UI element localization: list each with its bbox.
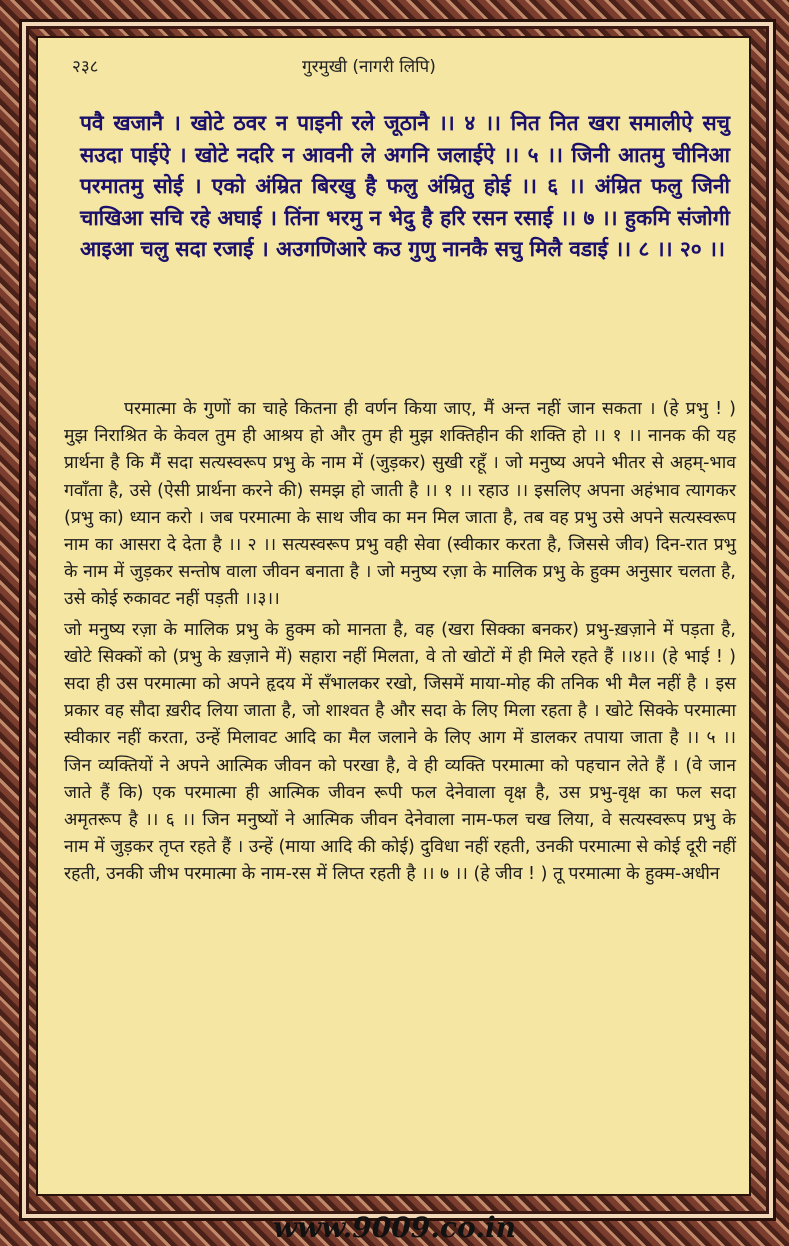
page-number: २३८ xyxy=(72,57,99,77)
translation-paragraph-2: जो मनुष्य रज़ा के मालिक प्रभु के हुक्म को मानता है, वह (खरा सिक्का बनकर) प्रभु-ख़ज़ाने में पड़ता है, खोटे सिक्कों को (प्रभु के ख़ज़ाने में) सहारा नहीं मिलता, वे तो खोटों में ही मिले रहते हैं ।।४।। (हे भाई ! ) सदा ही उस परमात्मा को अपने हृदय में सँभालकर रखो, जिसमें माया-मोह की तनिक भी मैल नहीं है । इस प्रकार वह सौदा ख़रीद लिया जाता है, जो शाश्वत है और सदा के लिए मिला रहता है । खोटे सिक्के परमात्मा स्वीकार नहीं करता, उन्हें मिलावट आदि का मैल जलाने के लिए आग में डालकर तपाया जाता है ।। ५ ।। जिन व्यक्तियों ने अपने आत्मिक जीवन को परखा है, वे ही व्यक्ति परमात्मा को पहचान लेते हैं । (वे जान जाते हैं कि) एक परमात्मा ही आत्मिक जीवन रूपी फल देनेवाला वृक्ष है, उस प्रभु-वृक्ष का फल सदा अमृतरूप है ।। ६ ।। जिन मनुष्यों ने आत्मिक जीवन देनेवाला नाम-फल चख लिया, वे सत्यस्वरूप प्रभु के नाम में जुड़कर तृप्त रहते हैं । उन्हें (माया आदि की कोई) दुविधा नहीं रहती, उनकी परमात्मा से कोई दूरी नहीं रहती, उनकी जीभ परमात्मा के नाम-रस में लिप्त रहती है ।। ७ ।। (हे जीव ! ) तू परमात्मा के हुक्म-अधीन xyxy=(64,619,736,885)
page-title: गुरमुखी (नागरी लिपि) xyxy=(302,57,436,77)
page-header xyxy=(72,54,712,82)
website-footer: www.9009.co.in xyxy=(273,1211,516,1244)
translation-text xyxy=(64,396,736,889)
page xyxy=(36,36,751,1196)
gurbani-verse: पवै खजानै । खोटे ठवर न पाइनी रले जूठानै ।। ४ ।। नित नित खरा समालीऐ सचु सउदा पाईऐ । खोटे नदरि न आवनी ले अगनि जलाईऐ ।। ५ ।। जिनी आतमु चीनिआ परमातमु सोई । एको अंम्रित बिरखु है फलु अंम्रितु होई ।। ६ ।। अंम्रित फलु जिनी चाखिआ सचि रहे अघाई । तिंना भरमु न भेदु है हरि रसन रसाई ।। ७ ।। हुकमि संजोगी आइआ चलु सदा रजाई । अउगणिआरे कउ गुणु नानकै सचु मिलै वडाई ।। ८ ।। २० ।। xyxy=(80,111,730,261)
translation-paragraph-1: परमात्मा के गुणों का चाहे कितना ही वर्णन किया जाए, मैं अन्त नहीं जान सकता । (हे प्रभु ! ) मुझ निराश्रित के केवल तुम ही आश्रय हो और तुम ही मुझ शक्तिहीन की शक्ति हो ।। १ ।। नानक की यह प्रार्थना है कि मैं सदा सत्यस्वरूप प्रभु के नाम में (जुड़कर) सुखी रहूँ । जो मनुष्य अपने भीतर से अहम्-भाव गवाँता है, उसे (ऐसी प्रार्थना करने की) समझ हो जाती है ।। १ ।। रहाउ ।। इसलिए अपना अहंभाव त्यागकर (प्रभु का) ध्यान करो । जब परमात्मा के साथ जीव का मन मिल जाता है, तब वह प्रभु उसे अपने सत्यस्वरूप नाम का आसरा दे देता है ।। २ ।। सत्यस्वरूप प्रभु वही सेवा (स्वीकार करता है, जिससे जीव) दिन-रात प्रभु के नाम में जुड़कर सन्तोष वाला जीवन बनाता है । जो मनुष्य रज़ा के मालिक प्रभु के हुक्म अनुसार चलता है, उसे कोई रुकावट नहीं पड़ती ।।३।। xyxy=(64,399,736,610)
